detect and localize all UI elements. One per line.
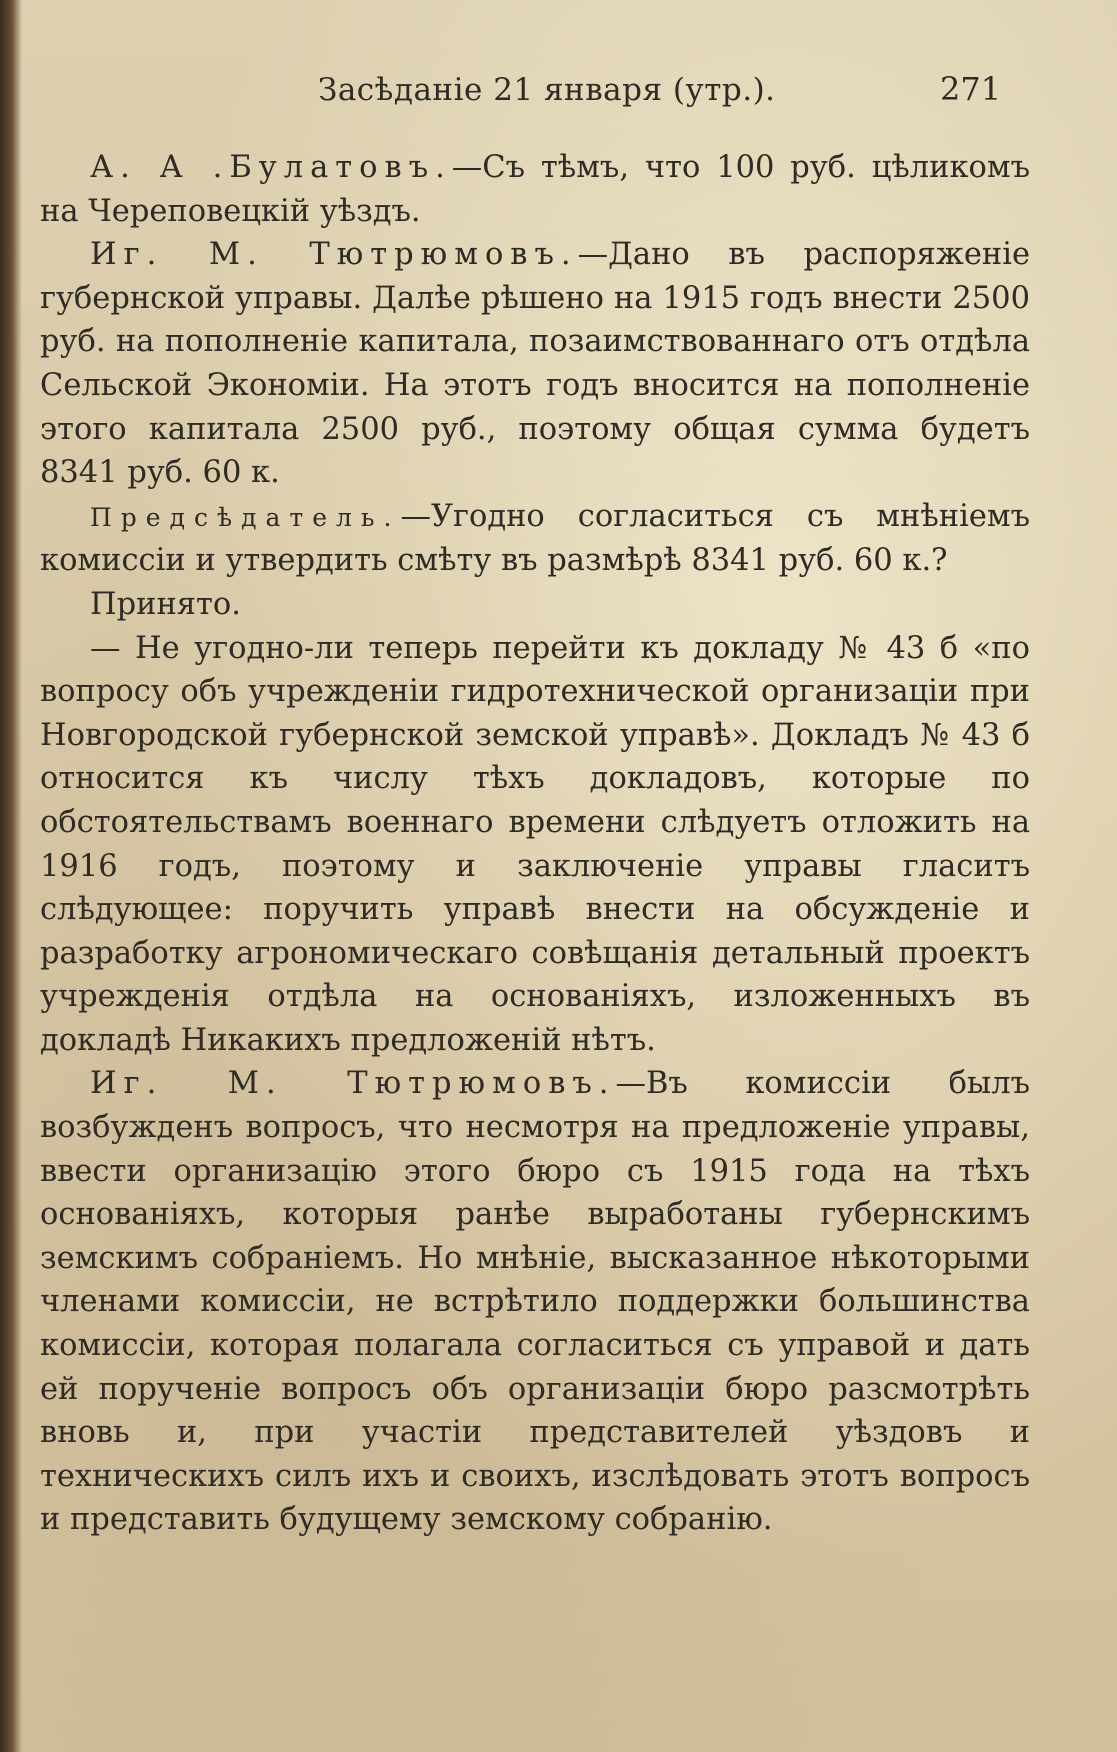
header-title: Засѣданіе 21 января (утр.). xyxy=(318,72,776,108)
paragraph-text: —Съ тѣмъ, что 100 руб. цѣликомъ на Череповецкій уѣздъ. xyxy=(40,150,1030,229)
speaker-name: Предсѣдатель. xyxy=(90,502,401,532)
speaker-name: Иг. М. Тютрюмовъ. xyxy=(90,1066,616,1102)
paragraph-accepted xyxy=(40,583,1030,627)
paragraph-text: —Угодно согласиться съ мнѣніемъ комиссіи и утвердить смѣту въ размѣрѣ 8341 руб. 60 к.? xyxy=(40,498,1030,579)
paragraph-tyutryumov-1 xyxy=(40,233,1030,495)
speaker-name: А. А .Булатовъ. xyxy=(90,150,452,185)
paragraph-tyutryumov-2 xyxy=(40,1062,1030,1542)
page-number: 271 xyxy=(940,70,1002,108)
page-body xyxy=(40,146,1030,1542)
running-header xyxy=(0,72,1117,122)
paragraph-text: —Дано въ распоряженіе губернской управы. Далѣе рѣшено на 1915 годъ внести 2500 руб. на пополненіе капитала, позаимствованнаго отъ отдѣла Сельской Экономіи. На этотъ годъ вносится на пополненіе этого капитала 2500 руб., поэтому общая сумма будетъ 8341 руб. 60 к. xyxy=(40,237,1031,491)
paragraph-text: —Въ комиссіи былъ возбужденъ вопросъ, что несмотря на предложеніе управы, ввести организацію этого бюро съ 1915 года на тѣхъ основаніяхъ, которыя ранѣе выработаны губернскимъ земскимъ собраніемъ. Но мнѣніе, высказанное нѣкоторыми членами комиссіи, не встрѣтило поддержки большинства комиссіи, которая полагала согласиться съ управой и дать ей порученіе вопросъ объ организаціи бюро разсмотрѣть вновь и, при участіи представителей уѣздовъ и техническихъ силъ ихъ и своихъ, изслѣдовать этотъ вопросъ и представить будущему земскому собранію. xyxy=(40,1066,1030,1538)
paragraph-chairman xyxy=(40,495,1030,583)
speaker-name: Иг. М. Тютрюмовъ. xyxy=(90,237,578,273)
paragraph-text: — Не угодно-ли теперь перейти къ докладу № 43 б «по вопросу объ учрежденіи гидротехнической организаціи при Новгородской губернской земской управѣ». Докладъ № 43 б относится къ числу тѣхъ докладовъ, которые по обстоятельствамъ военнаго времени слѣдуетъ отложить на 1916 годъ, поэтому и заключеніе управы гласитъ слѣдующее: поручить управѣ внести на обсужденіе и разработку агрономическаго совѣщанія детальный проектъ учрежденія отдѣла на основаніяхъ, изложенныхъ въ докладѣ Никакихъ предложеній нѣтъ. xyxy=(40,630,1030,1058)
paragraph-text: Принято. xyxy=(90,586,241,622)
paragraph-report-43b xyxy=(40,627,1030,1063)
paragraph-bulatov xyxy=(40,146,1030,233)
book-spine-shadow xyxy=(0,0,22,1752)
